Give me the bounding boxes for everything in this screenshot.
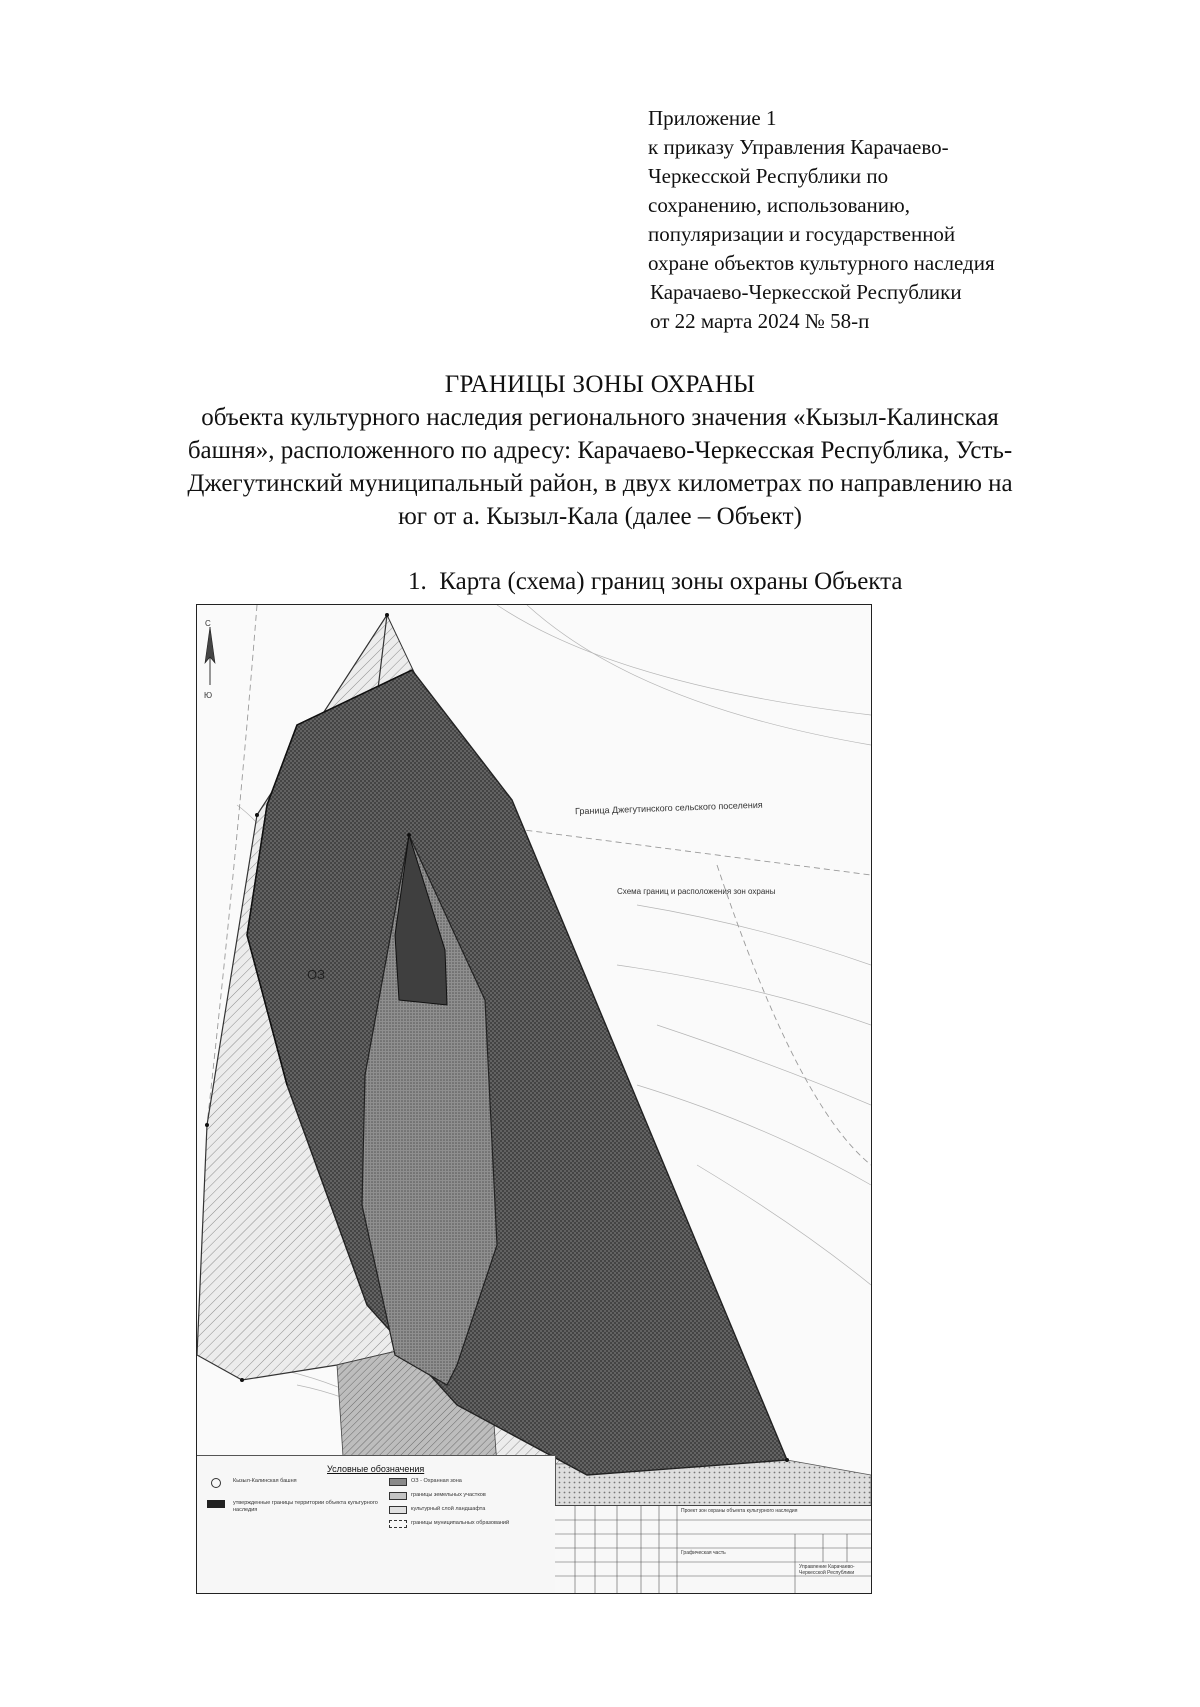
legend-swatch-parcels xyxy=(389,1492,407,1500)
approval-line: популяризации и государственной xyxy=(648,222,956,246)
legend-title: Условные обозначения xyxy=(327,1464,425,1474)
legend-swatch-zone xyxy=(389,1478,407,1486)
approval-line: Приложение 1 xyxy=(648,106,777,130)
approval-line: Черкесской Республики по xyxy=(648,164,889,188)
legend-swatch-territory xyxy=(207,1500,225,1508)
legend-item: Кызыл-Калинская башня xyxy=(233,1478,297,1484)
section-text: Карта (схема) границ зоны охраны Объекта xyxy=(439,568,903,595)
zone-map xyxy=(196,604,872,1594)
legend-item: ОЗ - Охранная зона xyxy=(411,1478,462,1484)
approval-line: охране объектов культурного наследия xyxy=(648,251,995,275)
legend-item: границы земельных участков xyxy=(411,1492,486,1498)
approval-line: к приказу Управления Карачаево- xyxy=(648,135,949,159)
approval-line: Карачаево-Черкесской Республики xyxy=(650,280,962,304)
approval-line: сохранению, использованию, xyxy=(648,193,910,217)
legend-item: границы муниципальных образований xyxy=(411,1520,510,1526)
legend-object-icon xyxy=(211,1478,221,1488)
title-line: объекта культурного наследия регионального значения «Кызыл-Калинская xyxy=(201,404,999,431)
compass-south-label: Ю xyxy=(204,691,213,700)
compass-north-label: С xyxy=(205,619,211,628)
section-number: 1. xyxy=(408,568,427,595)
document-title xyxy=(120,368,1080,533)
title-block-stamp xyxy=(555,1505,871,1594)
map-label-scheme: Схема границ и расположения зон охраны xyxy=(617,887,776,896)
title-line: юг от а. Кызыл-Кала (далее – Объект) xyxy=(398,503,802,530)
zone-tag: ОЗ xyxy=(307,967,325,982)
stamp-project-title: Проект зон охраны объекта культурного наследия xyxy=(681,1508,798,1514)
zone-map-graphic xyxy=(197,605,871,1593)
stamp-sheet-label: Графическая часть xyxy=(681,1550,726,1556)
legend-item: культурный слой ландшафта xyxy=(411,1506,486,1512)
approval-block xyxy=(648,104,1108,336)
legend-item: утвержденные границы территории объекта культурного наследия xyxy=(233,1500,378,1513)
title-line: Джегутинский муниципальный район, в двух километрах по направлению на xyxy=(187,470,1013,497)
map-legend xyxy=(197,1455,556,1594)
legend-swatch-boundary xyxy=(389,1520,407,1528)
section-heading xyxy=(408,566,902,598)
map-label-boundary: Граница Джегутинского сельского поселения xyxy=(574,799,763,817)
stamp-org: Управление Карачаево-Черкесской Республики xyxy=(799,1564,855,1576)
approval-line: от 22 марта 2024 № 58-п xyxy=(650,309,870,333)
title-heading: ГРАНИЦЫ ЗОНЫ ОХРАНЫ xyxy=(444,371,756,398)
title-line: башня», расположенного по адресу: Карачаево-Черкесская Республика, Усть- xyxy=(187,437,1013,464)
legend-swatch-landscape xyxy=(389,1506,407,1514)
